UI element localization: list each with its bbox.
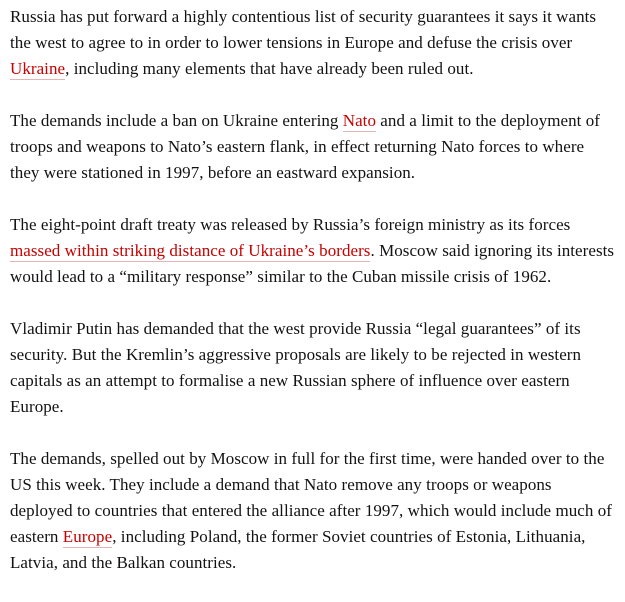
article-paragraph [10,4,615,82]
paragraph-text: , including many elements that have already been ruled out. [65,59,474,78]
article-paragraph [10,212,615,290]
paragraph-text: Vladimir Putin has demanded that the west provide Russia “legal guarantees” of its security. But the Kremlin’s aggressive proposals are likely to be rejected in western capitals as an attempt to formalise a new Russian sphere of influence over eastern Europe. [10,319,582,416]
paragraph-text: The eight-point draft treaty was released by Russia’s foreign ministry as its forces [10,215,571,234]
paragraph-text: The demands, spelled out by Moscow in full for the first time, were handed over to the US this week. They include a demand that Nato remove any troops or weapons deployed to countries that entered the alliance after 1997, which would include much of eastern [10,449,612,546]
article-paragraph [10,446,615,576]
paragraph-text: The demands include a ban on Ukraine entering [10,111,343,130]
paragraph-text: , including Poland, the former Soviet countries of Estonia, Lithuania, Latvia, and the Balkan countries. [10,527,586,572]
article-paragraph [10,108,615,186]
paragraph-text: Russia has put forward a highly contentious list of security guarantees it says it wants the west to agree to in order to lower tensions in Europe and defuse the crisis over [10,7,597,52]
paragraph-text: and a limit to the deployment of troops and weapons to Nato’s eastern flank, in effect returning Nato forces to where they were stationed in 1997, before an eastward expansion. [10,111,601,182]
inline-link[interactable]: Nato [342,111,376,130]
inline-link[interactable]: massed within striking distance of Ukraine’s borders [10,241,371,260]
inline-link[interactable]: Ukraine [10,59,66,78]
article-paragraph [10,316,615,420]
inline-link[interactable]: Europe [62,527,113,546]
paragraph-text: . Moscow said ignoring its interests would lead to a “military response” similar to the Cuban missile crisis of 1962. [10,241,615,286]
